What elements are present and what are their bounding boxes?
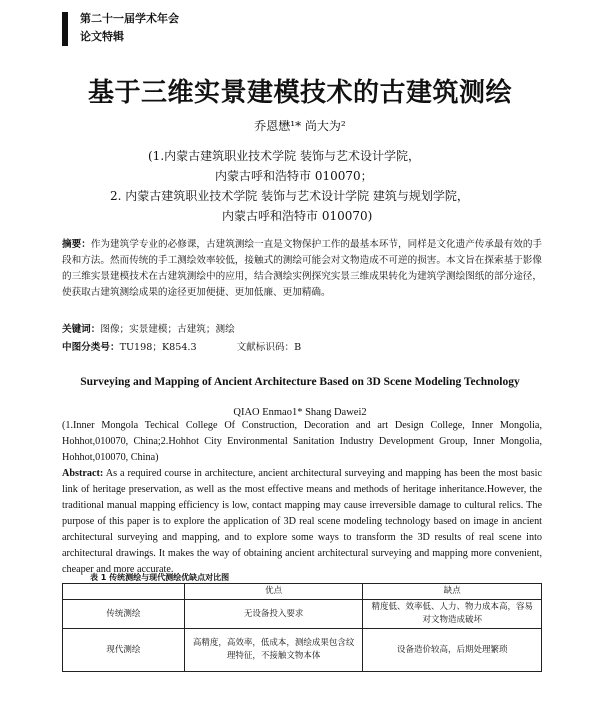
affiliation-line-3: 2. 内蒙古建筑职业技术学院 装饰与艺术设计学院 建筑与规划学院， (110, 189, 469, 203)
english-title: Surveying and Mapping of Ancient Architecture Based on 3D Scene Modeling Technology (80, 376, 520, 388)
table-header-row (63, 584, 542, 600)
english-abstract-label: Abstract: (62, 468, 104, 479)
classification-code: TU198；K854.3 (119, 342, 197, 353)
header-bar (62, 12, 68, 46)
doc-code: B (294, 342, 302, 353)
classification-label: 中图分类号： (62, 342, 120, 353)
affiliation-line-2: 内蒙古呼和浩特市 010070； (215, 169, 373, 183)
table-cell: 高精度，高效率，低成本，测绘成果包含纹理特征，不接触文物本体 (184, 629, 363, 672)
english-abstract (62, 466, 542, 578)
table-cell: 现代测绘 (63, 629, 185, 672)
table-row (63, 629, 542, 672)
abstract-cn-text: 作为建筑学专业的必修课，古建筑测绘一直是文物保护工作的最基本环节，同样是文化遗产传承最有效的手段和方法。然而传统的手工测绘效率较低，接触式的测绘可能会对文物造成不可逆的损害。本文旨在探索基于影像的三维实景建模技术在古建筑测绘中的应用，结合测绘实例探究实景三维成果转化为建筑学测绘图纸的部分途径，使获取古建筑测绘成果的途径更加便捷、更加低廉、更加精确。 (62, 239, 543, 298)
table-cell: 无设备投入要求 (184, 600, 363, 629)
table-row (63, 600, 542, 629)
comparison-table (62, 583, 542, 672)
abstract-cn-label: 摘要： (62, 239, 91, 250)
table-header-cell: 优点 (184, 584, 363, 600)
abstract-cn (62, 237, 542, 301)
english-authors: QIAO Enmao1* Shang Dawei2 (233, 407, 367, 418)
table-cell: 精度低、效率低、人力、物力成本高，容易对文物造成破坏 (363, 600, 542, 629)
english-abstract-text: As a required course in architecture, ancient architectural surveying and mapping has been the most basic link of heritage preservation, as well as the most effective means and methods of heritage inheritance.However, the traditional manual mapping efficiency is low, contact mapping may cause irreversible damage to cultural relics. The purpose of this paper is to explore the application of 3D real scene modeling technology based on image in ancient architectural surveying and mapping, and to explore some ways to transform the 3D results of real scene into architectural drawings. It makes the way of obtaining ancient architectural surveying and mapping more convenient, cheaper and more accurate. (62, 468, 542, 575)
doc-code-label: 文献标识码： (236, 342, 295, 353)
table-header-cell: 缺点 (363, 584, 542, 600)
affiliation-line-1: (1.内蒙古建筑职业技术学院 装饰与艺术设计学院， (148, 149, 420, 163)
keywords-label: 关键词： (62, 324, 101, 335)
table-caption: 表 1 传统测绘与现代测绘优缺点对比图 (90, 573, 230, 582)
table-header-cell (63, 584, 185, 600)
page-title: 基于三维实景建模技术的古建筑测绘 (87, 78, 512, 108)
keywords-text: 图像；实景建模；古建筑；测绘 (100, 324, 235, 335)
keywords (62, 322, 542, 338)
table-cell: 设备造价较高，后期处理繁琐 (363, 629, 542, 672)
table-cell: 传统测绘 (63, 600, 185, 629)
conference-label: 第二十一届学术年会 (80, 12, 179, 25)
classification (62, 340, 542, 356)
section-label: 论文特辑 (80, 30, 124, 43)
english-affiliation: (1.Inner Mongola Techical College Of Construction, Decoration and art Design College, Inner Mongolia, Hohhot,010070, China;2.Hohhot City Environmental Sanitation Industry Development Group, Inner Mongolia, Hohhot,010070, China) (62, 420, 542, 463)
affiliation-line-4: 内蒙古呼和浩特市 010070) (222, 209, 373, 223)
authors: 乔恩懋¹* 尚大为² (254, 119, 346, 133)
